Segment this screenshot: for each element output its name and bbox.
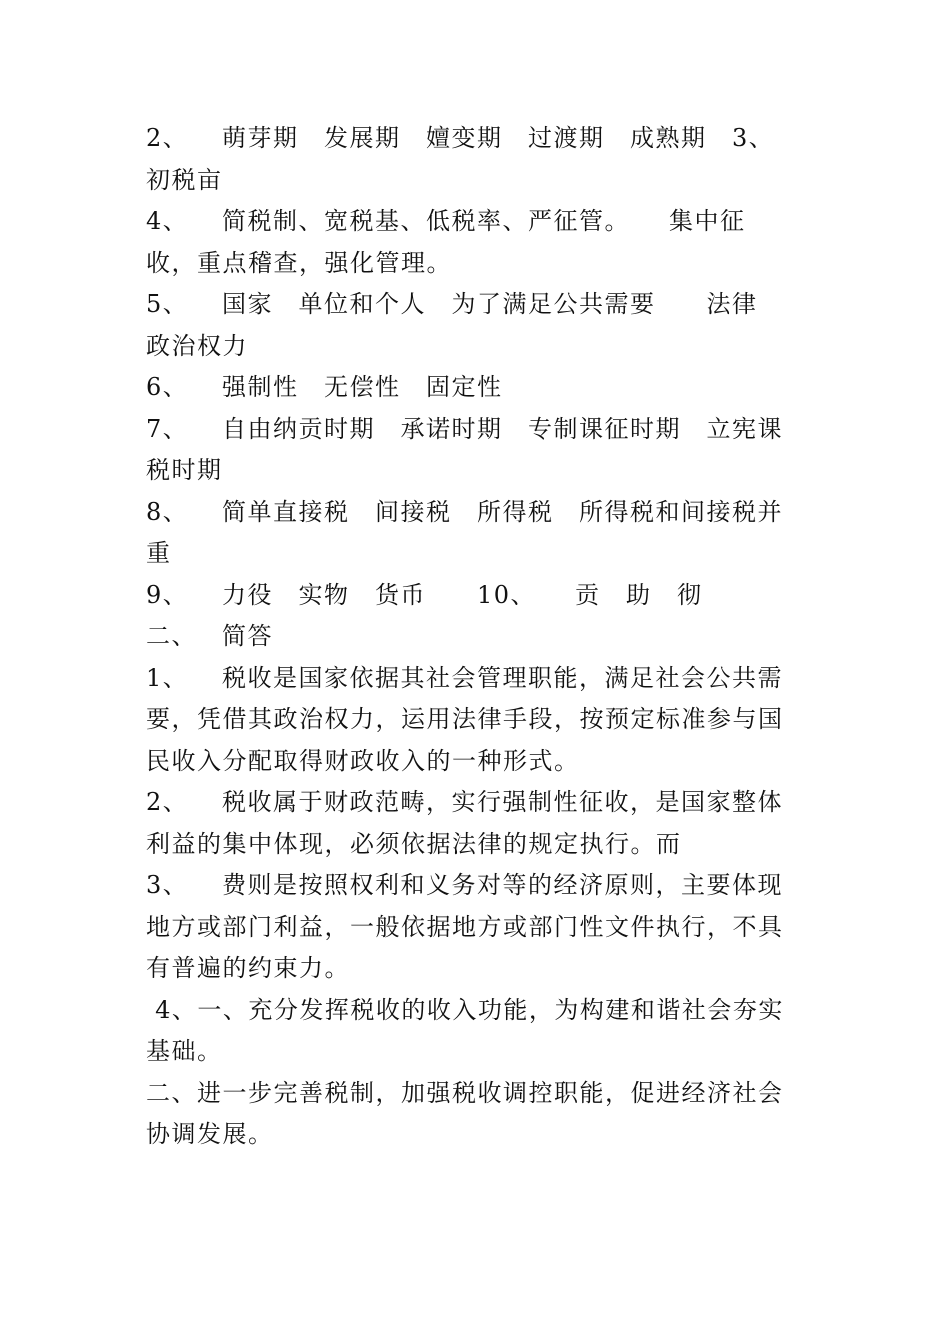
item-number: 8、 (146, 497, 189, 526)
item-text: 自由纳贡时期 承诺时期 专制课征时期 立宪课税时期 (146, 414, 783, 484)
item-number: 4、 (146, 207, 189, 235)
item-text: 简单直接税 间接税 所得税 所得税和间接税并重 (146, 497, 783, 567)
item-number: 2、 (146, 788, 189, 816)
answer-line-2 (146, 118, 796, 201)
item-number: 5、 (146, 290, 189, 318)
short-answer-2 (146, 782, 796, 865)
item-text: 简税制、宽税基、低税率、严征管。 集中征收，重点稽查，强化管理。 (146, 207, 746, 277)
answer-line-7 (146, 409, 796, 492)
item-number: 2、 (146, 124, 189, 152)
item-number: 7、 (146, 414, 189, 443)
answer-line-5 (146, 284, 809, 367)
section-title: 简答 (222, 622, 273, 650)
answer-line-9 (146, 575, 796, 617)
item-number: 3、 (146, 871, 189, 899)
answer-line-6 (146, 367, 796, 409)
section-number: 二、 (146, 622, 197, 650)
item-number: 6、 (146, 373, 189, 401)
item-text: 税收是国家依据其社会管理职能，满足社会公共需要，凭借其政治权力，运用法律手段，按预定标准参与国民收入分配取得财政收入的一种形式。 (146, 663, 784, 775)
section-heading (146, 616, 796, 658)
item-text: 费则是按照权利和义务对等的经济原则，主要体现地方或部门利益，一般依据地方或部门性文件执行，不具有普遍的约束力。 (146, 871, 784, 982)
short-answer-3 (146, 865, 796, 990)
answer-content (146, 118, 809, 1156)
answer-line-4 (146, 201, 796, 284)
short-answer-4: 4、一、充分发挥税收的收入功能，为构建和谐社会夯实基础。 (146, 995, 784, 1065)
short-answer-4-continued: 二、进一步完善税制，加强税收调控职能，促进经济社会协调发展。 (146, 1078, 784, 1148)
item-text: 萌芽期 发展期 嬗变期 过渡期 成熟期 3、初税亩 (146, 124, 775, 194)
item-text: 力役 实物 货币 10、 贡 助 彻 (222, 580, 703, 609)
item-text: 国家 单位和个人 为了满足公共需要 法律 政治权力 (146, 290, 809, 360)
answer-line-8 (146, 492, 796, 575)
item-text: 强制性 无偿性 固定性 (222, 373, 503, 401)
item-number: 1、 (146, 663, 189, 692)
item-text: 税收属于财政范畴，实行强制性征收，是国家整体利益的集中体现，必须依据法律的规定执行。而 (146, 788, 783, 858)
short-answer-1 (146, 658, 796, 783)
item-number: 9、 (146, 580, 189, 609)
